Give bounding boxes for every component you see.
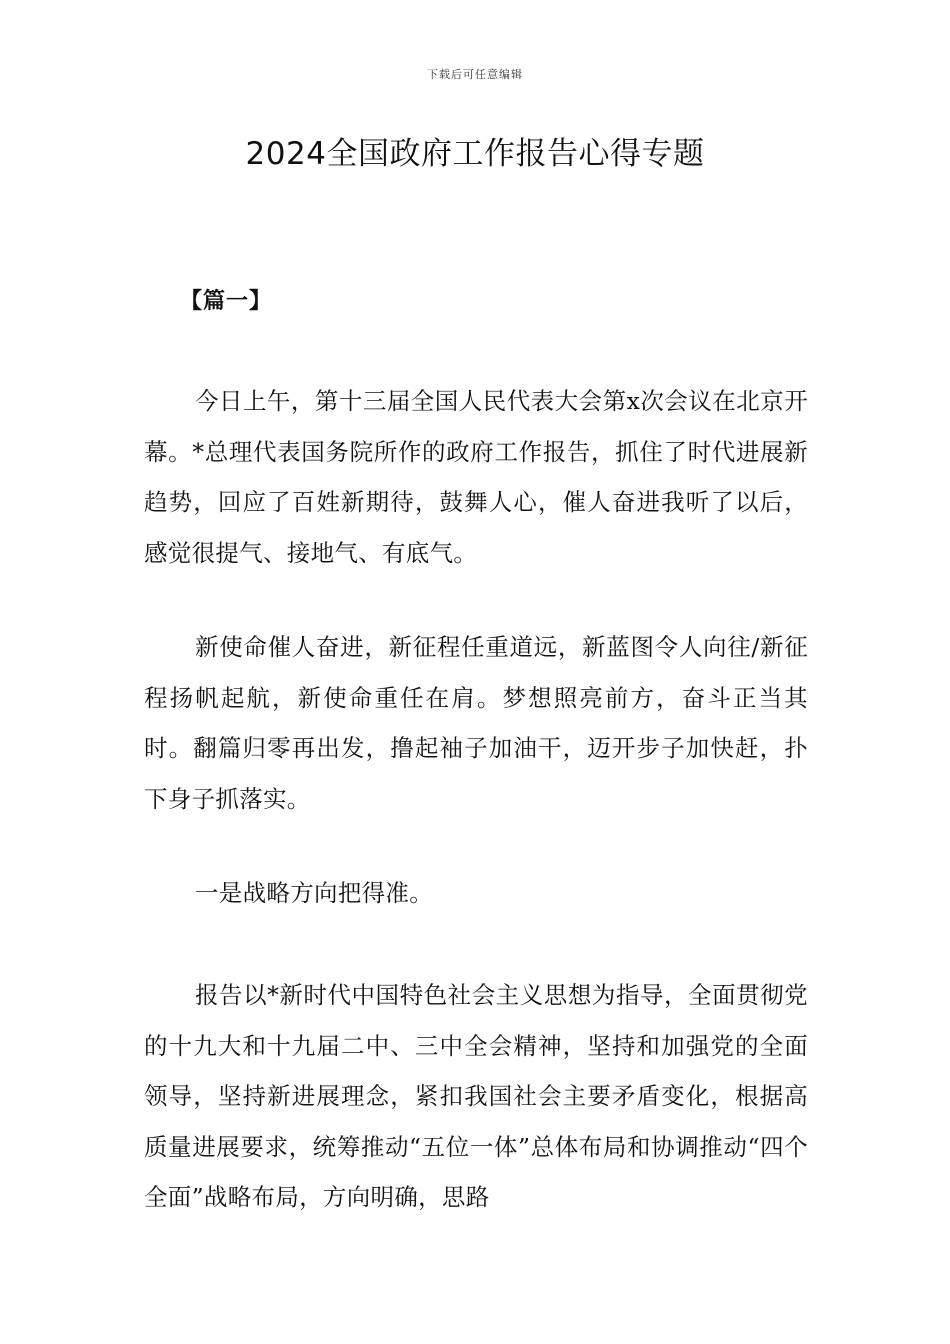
document-title: 2024全国政府工作报告心得专题 — [245, 136, 705, 172]
paragraph-2: 新使命催人奋进，新征程任重道远，新蓝图令人向往/新征程扬帆起航，新使命重任在肩。梦想照亮前方，奋斗正当其时。翻篇归零再出发，撸起袖子加油干，迈开步子加快赶，扑下身子抓落实。 — [144, 633, 808, 813]
section-label: 【篇一】 — [180, 289, 273, 314]
paragraph-1: 今日上午，第十三届全国人民代表大会第x次会议在北京开幕。*总理代表国务院所作的政府工作报告，抓住了时代进展新趋势，回应了百姓新期待，鼓舞人心，催人奋进我听了以后，感觉很提气、接地气、有底气。 — [144, 387, 808, 567]
paragraph-4: 报告以*新时代中国特色社会主义思想为指导，全面贯彻党的十九大和十九届二中、三中全会精神，坚持和加强党的全面领导，坚持新进展理念，紧扣我国社会主要矛盾变化，根据高质量进展要求，统筹推动“五位一体”总体布局和协调推动“四个全面”战略布局，方向明确，思路 — [144, 981, 808, 1211]
page-header-note: 下载后可任意编辑 — [427, 68, 523, 81]
paragraph-3: 一是战略方向把得准。 — [195, 879, 433, 907]
